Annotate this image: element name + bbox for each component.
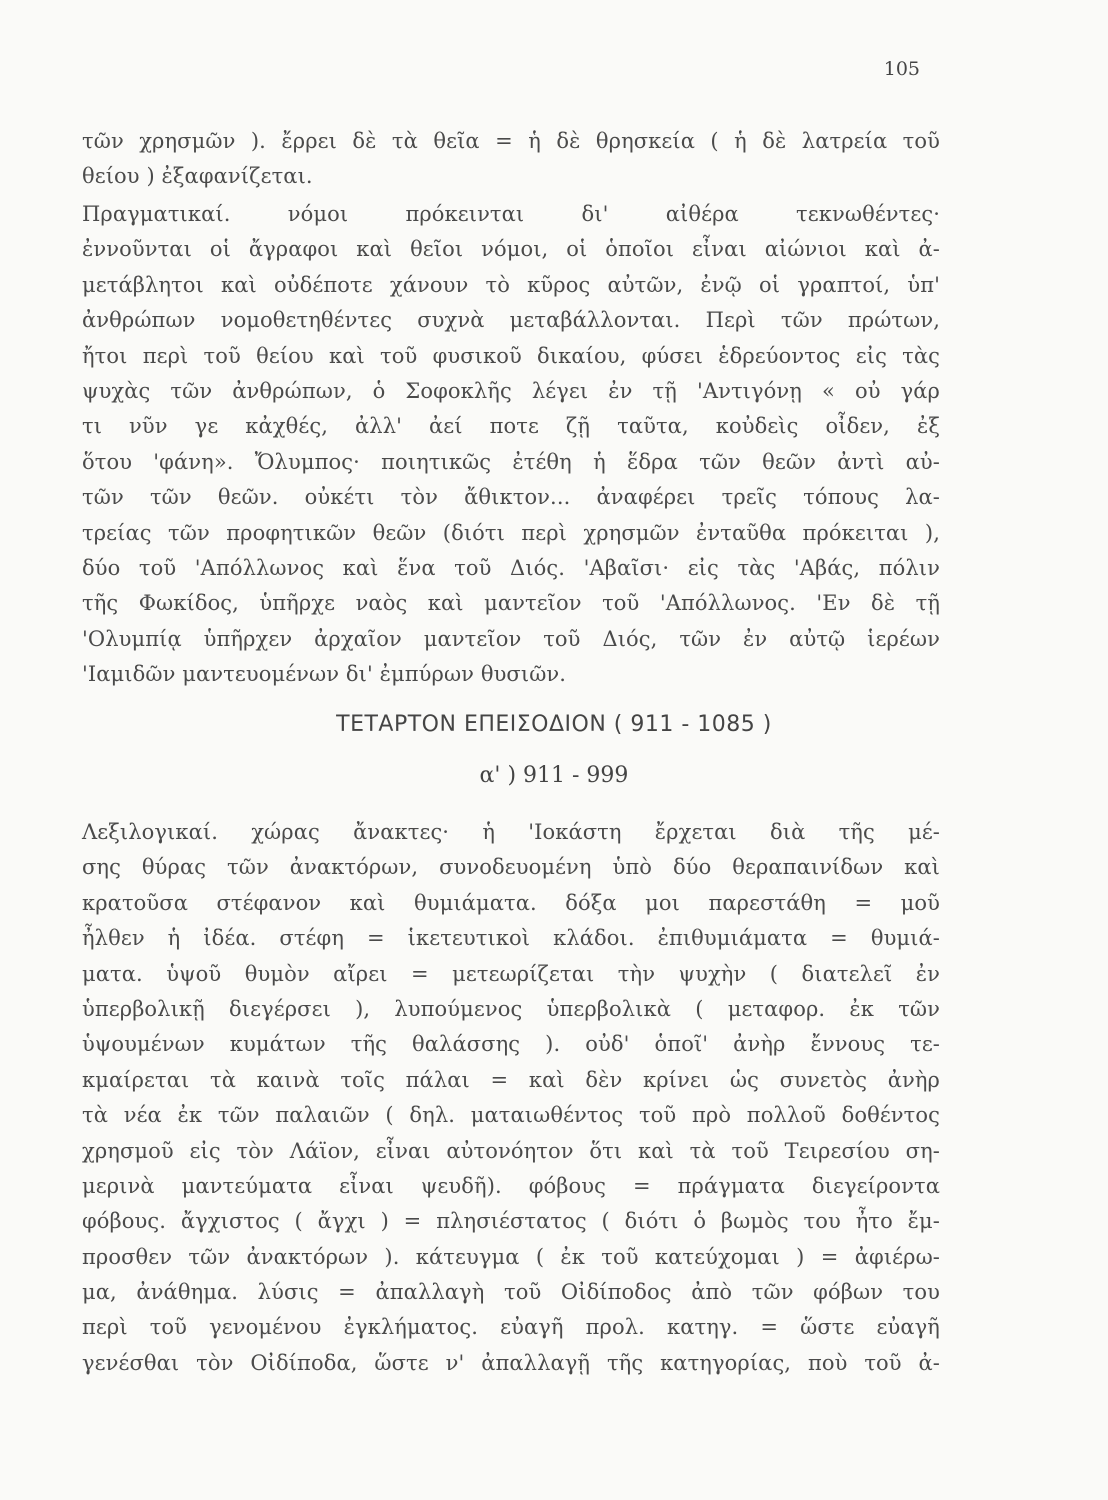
text-line: τῶν τῶν θεῶν. οὐκέτι τὸν ἄθικτον... ἀναφέρει τρεῖς τόπους λα- <box>82 485 940 510</box>
text-line: γενέσθαι τὸν Οἰδίποδα, ὥστε ν' ἀπαλλαγῇ τῆς κατηγορίας, ποὺ τοῦ ἀ- <box>82 1350 940 1375</box>
text-line: 'Ιαμιδῶν μαντευομένων δι' ἐμπύρων θυσιῶν. <box>82 662 567 687</box>
text-line: ψυχὰς τῶν ἀνθρώπων, ὁ Σοφοκλῆς λέγει ἐν τῇ 'Αντιγόνῃ « οὐ γάρ <box>82 378 940 403</box>
text-line: προσθεν τῶν ἀνακτόρων ). κάτευγμα ( ἐκ τοῦ κατεύχομαι ) = ἀφιέρω- <box>82 1244 940 1269</box>
paragraph-1 <box>82 124 940 195</box>
text-line: ἤτοι περὶ τοῦ θείου καὶ τοῦ φυσικοῦ δικαίου, φύσει ἑδρεύοντος εἰς τὰς <box>82 343 940 368</box>
text-line: ὑψουμένων κυμάτων τῆς θαλάσσης ). οὐδ' ὁποῖ' ἀνὴρ ἔννους τε- <box>82 1032 940 1057</box>
text-line: σης θύρας τῶν ἀνακτόρων, συνοδευομένη ὑπὸ δύο θεραπαινίδων καὶ <box>82 855 940 880</box>
text-line: φόβους. ἄγχιστος ( ἄγχι ) = πλησιέστατος ( διότι ὁ βωμὸς του ἦτο ἔμ- <box>82 1209 940 1234</box>
section-subheading: α' ) 911 - 999 <box>479 763 629 788</box>
text-line: θείου ) ἐξαφανίζεται. <box>82 164 313 189</box>
text-line: ὑπερβολικῇ διεγέρσει ), λυπούμενος ὑπερβολικὰ ( μεταφορ. ἐκ τῶν <box>82 996 940 1021</box>
text-line: χρησμοῦ εἰς τὸν Λάϊον, εἶναι αὐτονόητον ὅτι καὶ τὰ τοῦ Τειρεσίου ση- <box>82 1138 940 1163</box>
text-line: Πραγματικαί. νόμοι πρόκεινται δι' αἰθέρα τεκνωθέντες· <box>82 202 940 226</box>
text-line: μα, ἀνάθημα. λύσις = ἀπαλλαγὴ τοῦ Οἰδίποδος ἀπὸ τῶν φόβων του <box>82 1280 940 1305</box>
paragraph-3 <box>82 815 940 1381</box>
text-line: Λεξιλογικαί. χώρας ἄνακτες· ἡ 'Ιοκάστη ἔρχεται διὰ τῆς μέ- <box>82 820 940 844</box>
text-line: τι νῦν γε κἀχθές, ἀλλ' ἀεί ποτε ζῇ ταῦτα, κοὐδεὶς οἶδεν, ἐξ <box>82 414 940 439</box>
text-line: κρατοῦσα στέφανον καὶ θυμιάματα. δόξα μοι παρεστάθη = μοῦ <box>82 890 940 915</box>
text-line: τὰ νέα ἐκ τῶν παλαιῶν ( δηλ. ματαιωθέντος τοῦ πρὸ πολλοῦ δοθέντος <box>82 1103 940 1128</box>
text-line: κμαίρεται τὰ καινὰ τοῖς πάλαι = καὶ δὲν κρίνει ὡς συνετὸς ἀνὴρ <box>82 1067 940 1092</box>
text-line: περὶ τοῦ γενομένου ἐγκλήματος. εὐαγῆ προλ. κατηγ. = ὥστε εὐαγῆ <box>82 1315 940 1340</box>
text-line: ὅτου 'φάνη». Ὄλυμπος· ποιητικῶς ἐτέθη ἡ ἕδρα τῶν θεῶν ἀντὶ αὐ- <box>82 449 940 474</box>
page-number: 105 <box>883 58 920 80</box>
text-line: τῶν χρησμῶν ). ἔρρει δὲ τὰ θεῖα = ἡ δὲ θρησκεία ( ἡ δὲ λατρεία τοῦ <box>82 129 940 153</box>
text-line: ἀνθρώπων νομοθετηθέντες συχνὰ μεταβάλλονται. Περὶ τῶν πρώτων, <box>82 308 940 333</box>
section-heading: ΤΕΤΑΡΤΟΝ ΕΠΕΙΣΟΔΙΟΝ ( 911 - 1085 ) <box>336 712 772 737</box>
text-line: ἐννοῦνται οἱ ἄγραφοι καὶ θεῖοι νόμοι, οἱ ὁποῖοι εἶναι αἰώνιοι καὶ ἀ- <box>82 237 940 262</box>
text-line: ματα. ὑψοῦ θυμὸν αἴρει = μετεωρίζεται τὴν ψυχὴν ( διατελεῖ ἐν <box>82 961 940 986</box>
text-line: δύο τοῦ 'Απόλλωνος καὶ ἕνα τοῦ Διός. 'Αβαῖσι· εἰς τὰς 'Αβάς, πόλιν <box>82 555 940 580</box>
text-line: τῆς Φωκίδος, ὑπῆρχε ναὸς καὶ μαντεῖον τοῦ 'Απόλλωνος. 'Εν δὲ τῇ <box>82 591 940 616</box>
text-line: τρείας τῶν προφητικῶν θεῶν (διότι περὶ χρησμῶν ἐνταῦθα πρόκειται ), <box>82 520 940 545</box>
text-line: μερινὰ μαντεύματα εἶναι ψευδῆ). φόβους = πράγματα διεγείροντα <box>82 1173 940 1198</box>
text-line: ἦλθεν ἡ ἰδέα. στέφη = ἱκετευτικοὶ κλάδοι. ἐπιθυμιάματα = θυμιά- <box>82 926 940 951</box>
paragraph-2 <box>82 197 940 692</box>
text-line: 'Ολυμπίᾳ ὑπῆρχεν ἀρχαῖον μαντεῖον τοῦ Διός, τῶν ἐν αὐτῷ ἱερέων <box>82 626 940 651</box>
text-line: μετάβλητοι καὶ οὐδέποτε χάνουν τὸ κῦρος αὐτῶν, ἐνῷ οἱ γραπτοί, ὑπ' <box>82 272 940 297</box>
